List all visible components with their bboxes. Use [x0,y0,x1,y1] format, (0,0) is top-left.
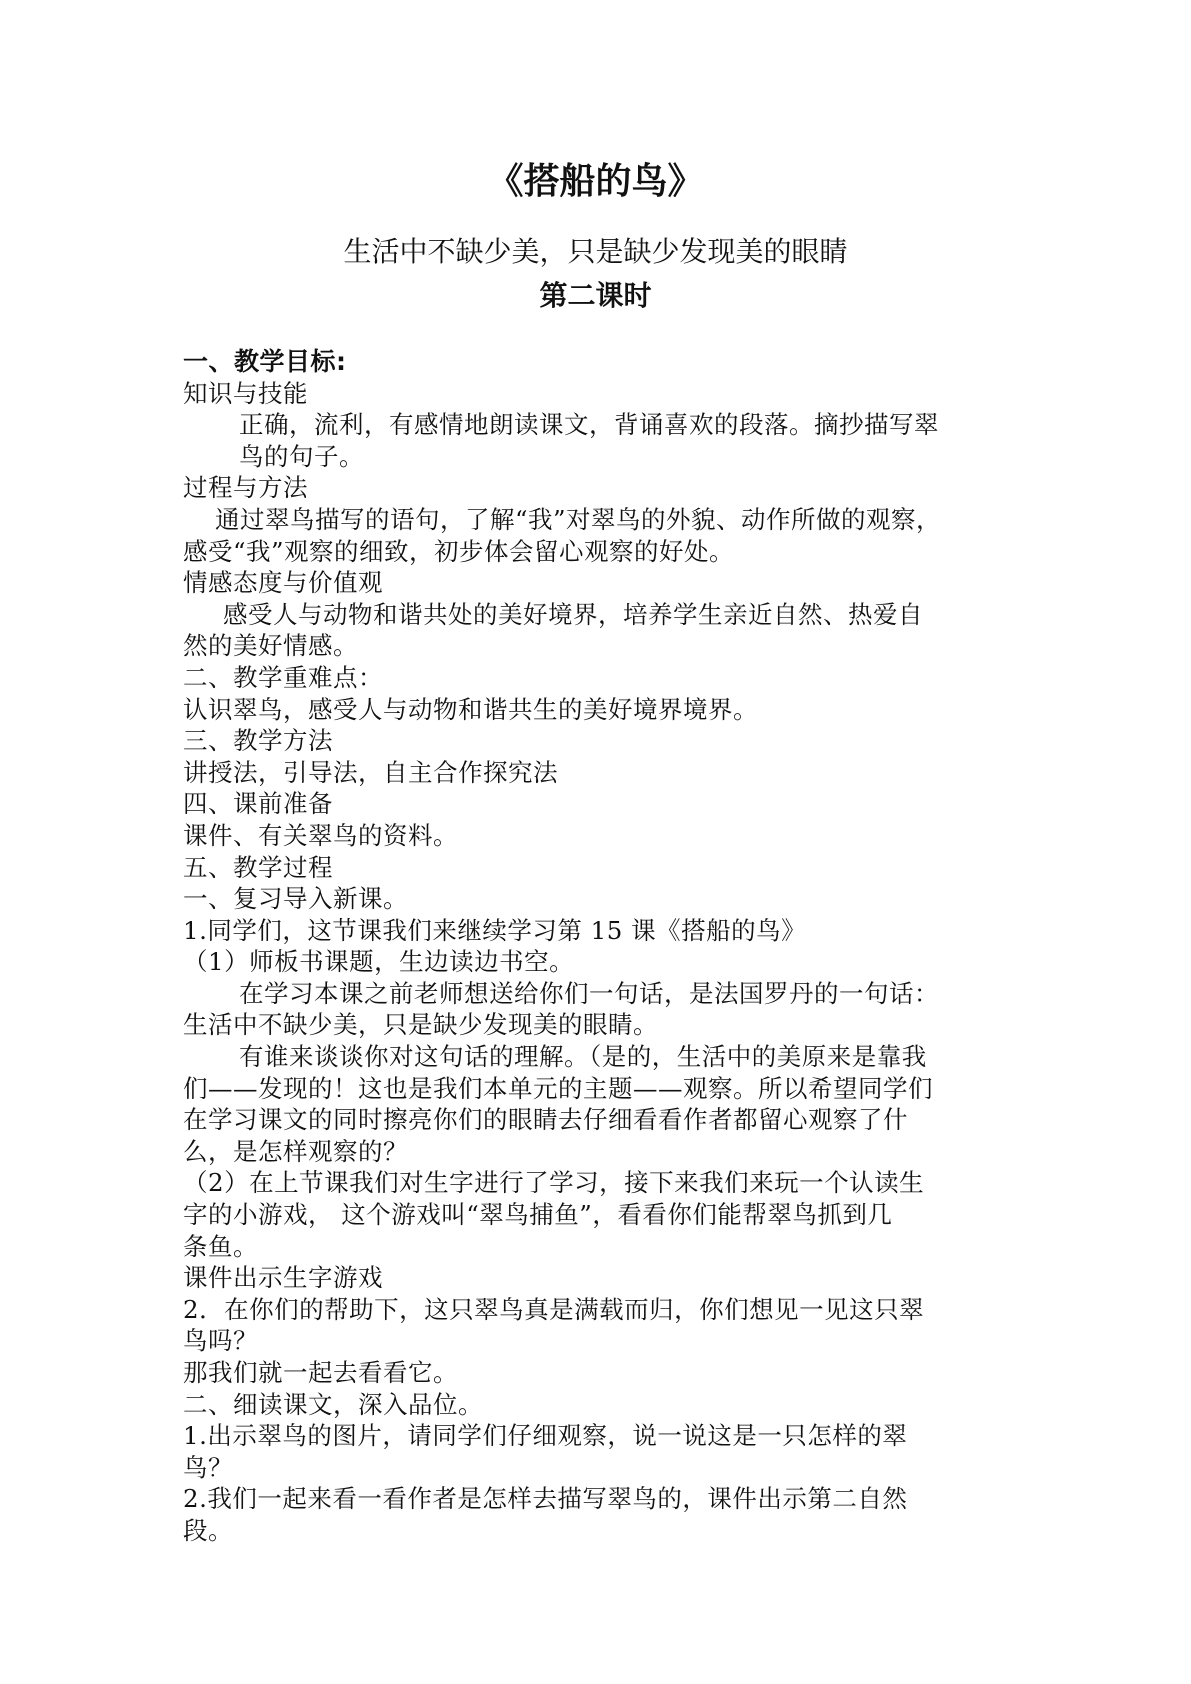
section-heading: 二、教学重难点： [183,662,383,692]
section-heading: 一、复习导入新课。 [183,884,408,914]
paragraph-line: 2．在你们的帮助下，这只翠鸟真是满载而归，你们想见一见这只翠 [183,1294,925,1324]
paragraph-line: 鸟的句子。 [239,441,364,471]
paragraph-line: 认识翠鸟，感受人与动物和谐共生的美好境界境界。 [183,694,758,724]
section-heading: 一、教学目标: [183,347,347,376]
paragraph-line: 2.我们一起来看一看作者是怎样去描写翠鸟的，课件出示第二自然 [183,1484,908,1514]
paragraph-line: 字的小游戏， 这个游戏叫“翠鸟捕鱼”，看看你们能帮翠鸟抓到几 [183,1200,893,1230]
document-title: 《搭船的鸟》 [487,161,704,202]
paragraph-line: 讲授法，引导法，自主合作探究法 [183,757,558,787]
subsection-heading: 知识与技能 [183,378,308,408]
paragraph-line: 1.同学们，这节课我们来继续学习第 15 课《搭船的鸟》 [183,915,807,945]
paragraph-line: 然的美好情感。 [183,631,358,661]
document-body [183,346,1033,1547]
paragraph-line: 在学习课文的同时擦亮你们的眼睛去仔细看看作者都留心观察了什 [183,1105,908,1135]
paragraph-line: 课件、有关翠鸟的资料。 [183,820,458,850]
paragraph-line: 感受“我”观察的细致，初步体会留心观察的好处。 [183,536,735,566]
paragraph-line: 感受人与动物和谐共处的美好境界，培养学生亲近自然、热爱自 [223,599,923,629]
section-heading: 三、教学方法 [183,726,333,756]
section-heading: 二、细读课文，深入品位。 [183,1389,483,1419]
document-subtitle: 生活中不缺少美，只是缺少发现美的眼睛 [343,235,848,268]
paragraph-line: 在学习本课之前老师想送给你们一句话，是法国罗丹的一句话： [239,978,939,1008]
subsection-heading: 过程与方法 [183,473,308,503]
paragraph-line: 正确，流利，有感情地朗读课文，背诵喜欢的段落。摘抄描写翠 [239,410,939,440]
paragraph-line: 那我们就一起去看看它。 [183,1358,458,1387]
paragraph-line: 通过翠鸟描写的语句，了解“我”对翠鸟的外貌、动作所做的观察， [215,504,942,534]
paragraph-line: 生活中不缺少美，只是缺少发现美的眼睛。 [183,1010,658,1040]
section-heading: 五、教学过程 [183,852,333,882]
paragraph-line: 鸟？ [183,1452,233,1482]
section-heading: 四、课前准备 [183,789,333,819]
paragraph-line: 么，是怎样观察的？ [183,1136,408,1166]
paragraph-line: （2）在上节课我们对生字进行了学习，接下来我们来玩一个认读生 [183,1168,925,1198]
paragraph-line: 课件出示生字游戏 [183,1263,383,1293]
paragraph-line: 有谁来谈谈你对这句话的理解。（是的，生活中的美原来是靠我 [239,1042,927,1072]
paragraph-line: （1）师板书课题，生边读边书空。 [183,947,575,977]
subsection-heading: 情感态度与价值观 [183,568,383,598]
lesson-label: 第二课时 [539,279,652,312]
paragraph-line: 条鱼。 [183,1231,258,1261]
paragraph-line: 鸟吗？ [183,1326,258,1356]
paragraph-line: 们——发现的！这也是我们本单元的主题——观察。所以希望同学们 [183,1073,933,1103]
paragraph-line: 段。 [183,1515,233,1545]
paragraph-line: 1.出示翠鸟的图片，请同学们仔细观察，说一说这是一只怎样的翠 [183,1421,908,1451]
